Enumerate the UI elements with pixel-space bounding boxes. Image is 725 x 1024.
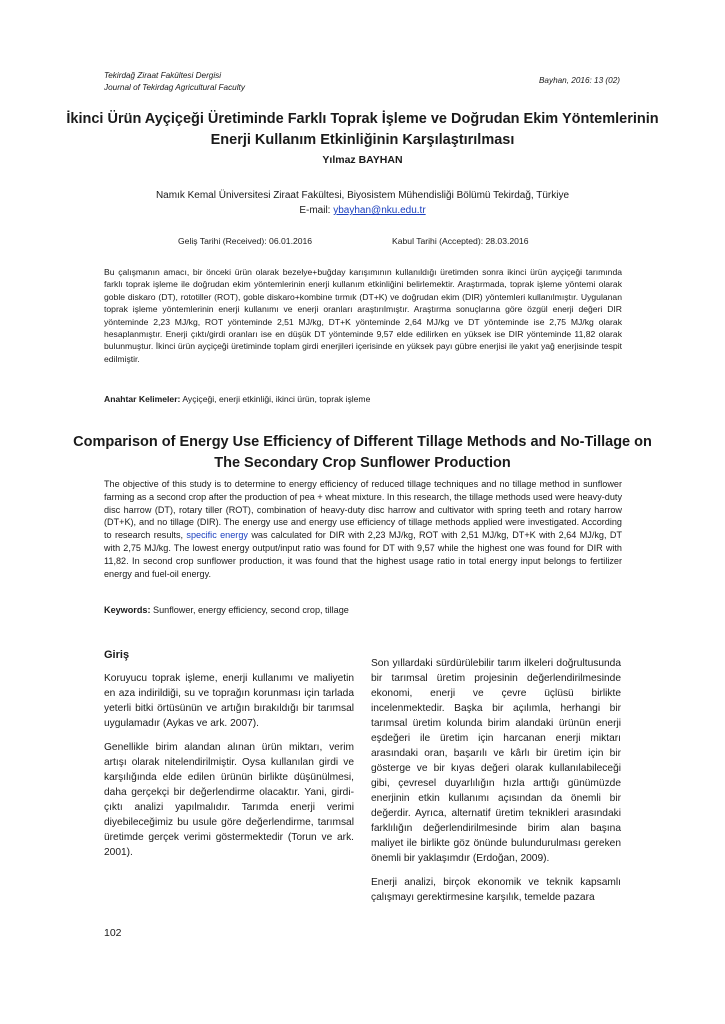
- abstract-english: [104, 478, 622, 580]
- affiliation-block: [0, 188, 725, 218]
- keywords-english: [104, 605, 624, 615]
- email-link[interactable]: ybayhan@nku.edu.tr: [333, 205, 426, 216]
- page-number: 102: [104, 927, 122, 939]
- author-name: Yılmaz BAYHAN: [322, 154, 403, 166]
- keywords-en-label: Keywords:: [104, 605, 151, 615]
- paragraph: Son yıllardaki sürdürülebilir tarım ilkeleri doğrultusunda bir tarımsal üretim projesinin değerlendirilmesinde ekonomi, enerji ve çevre üçlüsü birlikte incelenmektedir. Başka bir açılımla, herhangi bir tarımsal üretim kolunda birim alandaki ürünün enerji eşdeğeri ile üretim için harcanan enerji miktarı arasındaki oran, başarılı ve kârlı bir üretim için bir gösterge ve bir kıyas değeri olarak kullanılabileceği gibi, çevresel duyarlılığın hızla arttığı günümüzde enerjinin etkin kullanımı açısından da önemli bir değerdir. Ayrıca, alternatif üretim teknikleri arasındaki farklılığın değerlendirilmesinde birim alan başına maliyet ile birlikte göz önünde bulundurulması gereken önemli bir yaklaşımdır (Erdoğan, 2009).: [371, 658, 621, 864]
- email-line: [0, 203, 725, 218]
- keywords-en-text: Sunflower, energy efficiency, second crop, tillage: [150, 605, 349, 615]
- paragraph: Koruyucu toprak işleme, enerji kullanımı ve maliyetin en aza indirildiği, su ve toprağın korunması için tarlada yeterli bitki örtüsünün ve artığın bırakıldığı bir tarımsal uygulamadır (Aykas ve ark. 2007).: [104, 673, 354, 729]
- abstract-en-part1: The objective of this study is to determine to energy efficiency of reduced tillage techniques and no tillage method in sunflower farming as a second crop after the production of pea + wheat mixture. In this research, the tillage methods used were heavy-duty disc harrow (DT), rotary tiller (ROT), combination of heavy-duty disc harrow and cultivator with spring teeth and rotary harrow (DT+K), and no tillage (DIR). The energy use and energy use efficiency of tillage methods applied were investigated. According to research results,: [104, 479, 622, 541]
- keywords-tr-label: Anahtar Kelimeler:: [104, 394, 181, 404]
- title-turkish: İkinci Ürün Ayçiçeği Üretiminde Farklı Toprak İşleme ve Doğrudan Ekim Yöntemlerinin Enerji Kullanım Etkinliğinin Karşılaştırılması: [66, 111, 659, 148]
- email-label: E-mail:: [299, 205, 334, 216]
- title-english: Comparison of Energy Use Efficiency of Different Tillage Methods and No-Tillage on The Secondary Crop Sunflower Production: [73, 434, 652, 471]
- keywords-tr-text: Ayçiçeği, enerji etkinliği, ikinci ürün, toprak işleme: [180, 394, 371, 404]
- paragraph: Genellikle birim alandan alınan ürün miktarı, verim artışı olarak nitelendirilmiştir. Oysa kullanılan girdi ve karşılığında elde edilen ürünün birlikte düşünülmesi, daha gerçekçi bir değerlendirme olacaktır. Yani, girdi-çıktı analizi yapılmalıdır. Tarımda enerji verimi diyebileceğimiz bu usule göre değerlendirme, tarımsal üretimde gerçek verimi göstermektedir (Torun ve ark. 2001).: [104, 742, 354, 858]
- abstract-en-highlight: specific energy: [186, 530, 248, 541]
- body-left-column: [104, 648, 354, 869]
- abstract-en-part2: was calculated for DIR with 2,23 MJ/kg, ROT with 2,51 MJ/kg, DT+K with 2,64 MJ/kg, DT with 2,75 MJ/kg. The lowest energy output/input ratio was found for DT with 9,57 while the highest one was found for DIR with 11,82. In second crop sunflower production, it was found that the highest usage ratio in total energy input belongs to fertilizer energy and fuel-oil energy.: [104, 530, 623, 579]
- journal-name-tr: Tekirdağ Ziraat Fakültesi Dergisi: [104, 71, 222, 80]
- section-heading: Giriş: [104, 649, 130, 661]
- accepted-date: Kabul Tarihi (Accepted): 28.03.2016: [392, 236, 529, 246]
- journal-name: [104, 70, 245, 94]
- journal-name-en: Journal of Tekirdag Agricultural Faculty: [104, 83, 245, 92]
- issue-info: Bayhan, 2016: 13 (02): [538, 76, 620, 85]
- body-right-column: [371, 656, 621, 914]
- affiliation: Namık Kemal Üniversitesi Ziraat Fakültesi, Biyosistem Mühendisliği Bölümü Tekirdağ, Türkiye: [155, 190, 570, 201]
- received-date: Geliş Tarihi (Received): 06.01.2016: [178, 236, 313, 246]
- abstract-turkish: Bu çalışmanın amacı, bir önceki ürün olarak bezelye+buğday karışımının kullanıldığı üretimden sonra ikinci ürün ayçiçeği tarımında farklı toprak işleme ile doğrudan ekim yöntemlerinin enerji kullanım etkinliğini belirlemektir. Araştırmada, toprak işleme yöntemi olarak goble diskaro (DT), rototiller (ROT), goble diskaro+kombine tırmık (DT+K) ve doğrudan ekim (DIR) yöntemleri kullanılmıştır. Uygulanan toprak işleme yöntemlerinin enerji kullanımı ve enerji oranları araştırılmıştır. Araştırma sonuçlarına göre özgül enerji değeri DIR yönteminde 2,23 MJ/kg, ROT yönteminde 2,51 MJ/kg, DT+K yönteminde 2,64 MJ/kg ve DT yönteminde ise 2,75 MJ/kg olarak hesaplanmıştır. Enerji çıktı/girdi oranları ise en düşük DT yönteminde 9,57 elde edilirken en yüksek ise DIR yönteminde 11,82 olarak bulunmuştur. İkinci ürün ayçiçeği üretiminde toplam girdi enerjileri içerisinde en yüksek payı gübre enerjisi ile yakıt yağ enerjisinde tespit edilmiştir.: [104, 267, 622, 364]
- keywords-turkish: [104, 394, 624, 404]
- paragraph: Enerji analizi, birçok ekonomik ve teknik kapsamlı çalışmayı gerektirmesine karşılık, temelde pazara: [371, 877, 621, 903]
